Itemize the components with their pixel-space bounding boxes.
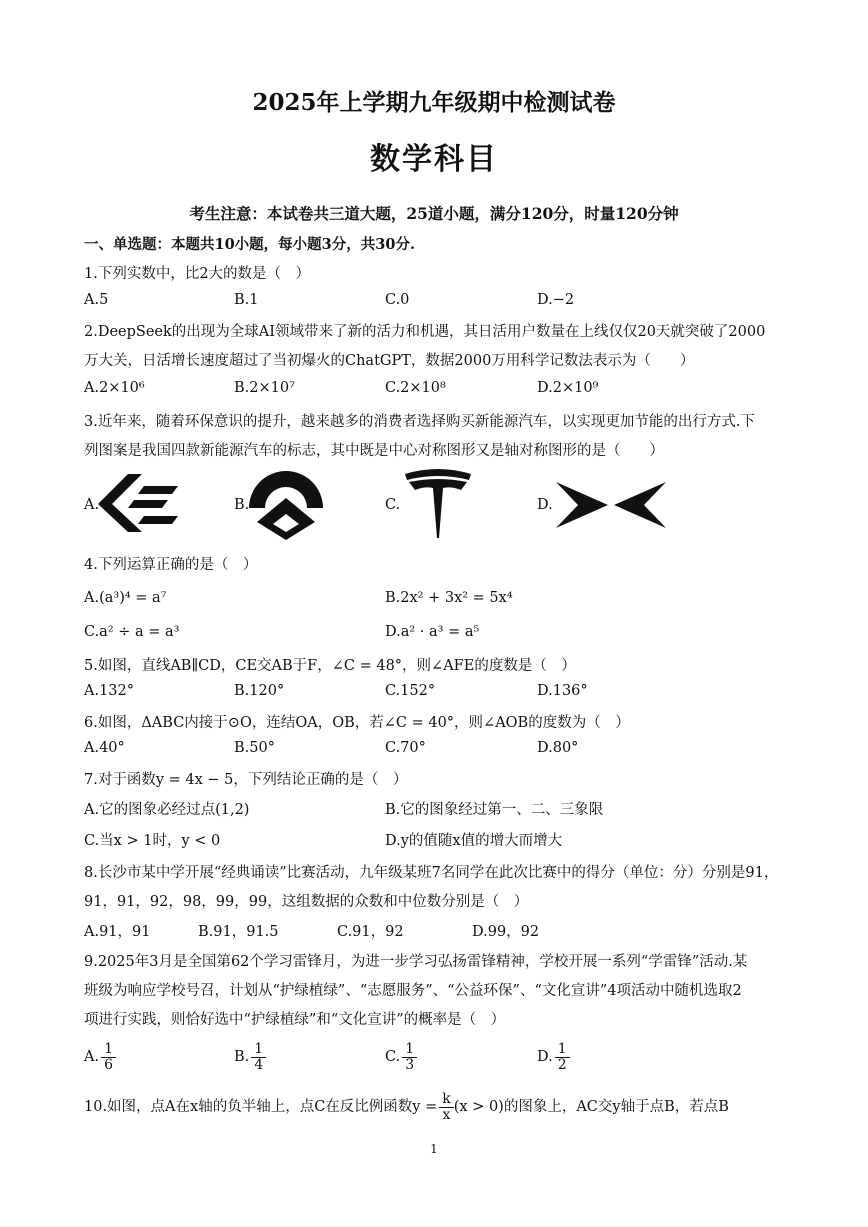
- question-3-stem-line2: 列图案是我国四款新能源汽车的标志，其中既是中心对称图形又是轴对称图形的是（ ）: [84, 443, 664, 459]
- question-6-stem: 6.如图，ΔABC内接于⊙O，连结OA，OB，若∠C = 40°，则∠AOB的度数为（ ）: [84, 715, 630, 731]
- q1-option-c: C.0: [385, 292, 410, 308]
- q2-option-d: D.2×10⁹: [537, 380, 599, 396]
- q4-option-b: B.2x² + 3x² = 5x⁴: [385, 590, 513, 606]
- q9-option-d-label: D.: [537, 1049, 553, 1066]
- q4-option-d: D.a² · a³ = a⁵: [385, 624, 480, 640]
- q1-option-d: D.−2: [537, 292, 575, 308]
- q7-option-b: B.它的图象经过第一、二、三象限: [385, 802, 604, 818]
- q5-option-a: A.132°: [84, 683, 135, 699]
- question-9-stem-line3: 项进行实践，则恰好选中“护绿植绿”和“文化宣讲”的概率是（ ）: [84, 1012, 506, 1028]
- question-9-stem-line1: 9.2025年3月是全国第62个学习雷锋月，为进一步学习弘扬雷锋精神，学校开展一系列“学雷锋”活动.某: [84, 954, 748, 970]
- car-logo-c-icon: [403, 466, 473, 540]
- q6-option-c: C.70°: [385, 740, 426, 756]
- exam-notice: 考生注意：本试卷共三道大题，25道小题，满分120分，时量120分钟: [189, 204, 679, 223]
- q3-option-b: B.: [234, 497, 250, 513]
- q10-fraction: $\frac{k}{x}$: [439, 1092, 453, 1122]
- q9-option-b: [234, 1042, 266, 1072]
- q6-option-b: B.50°: [234, 740, 275, 756]
- q10-stem-post: (x > 0)的图象上，AC交y轴于点B，若点B: [453, 1099, 729, 1116]
- q5-option-c: C.152°: [385, 683, 436, 699]
- question-8-stem-line2: 91，91，92，98，99，99，这组数据的众数和中位数分别是（ ）: [84, 894, 529, 910]
- q9-option-c-label: C.: [385, 1049, 401, 1066]
- question-4-stem: 4.下列运算正确的是（ ）: [84, 557, 258, 573]
- q6-option-a: A.40°: [84, 740, 125, 756]
- q9-option-c: [385, 1042, 417, 1072]
- car-logo-d-icon: [556, 480, 666, 530]
- q9-option-b-label: B.: [234, 1049, 250, 1066]
- q5-option-d: D.136°: [537, 683, 588, 699]
- q2-option-b: B.2×10⁷: [234, 380, 295, 396]
- q8-option-b: B.91，91.5: [198, 924, 279, 940]
- car-logo-b-icon: [245, 468, 327, 542]
- q9-option-d: [537, 1042, 570, 1072]
- question-2-stem-line2: 万大关，日活增长速度超过了当初爆火的ChatGPT，数据2000万用科学记数法表示为（ ）: [84, 353, 695, 369]
- q3-option-c: C.: [385, 497, 401, 513]
- q1-option-a: A.5: [84, 292, 109, 308]
- q3-option-a: A.: [84, 497, 100, 513]
- q2-option-c: C.2×10⁸: [385, 380, 446, 396]
- question-3-stem-line1: 3.近年来，随着环保意识的提升，越来越多的消费者选择购买新能源汽车，以实现更加节能的出行方式.下: [84, 414, 755, 430]
- q10-stem-pre: 10.如图，点A在x轴的负半轴上，点C在反比例函数y =: [84, 1099, 438, 1116]
- q8-option-a: A.91，91: [84, 924, 151, 940]
- section-heading: 一、单选题：本题共10小题，每小题3分，共30分.: [84, 236, 415, 253]
- q4-option-c: C.a² ÷ a = a³: [84, 624, 180, 640]
- q9-option-a-fraction: $\frac{1}{6}$: [101, 1042, 116, 1072]
- q1-option-b: B.1: [234, 292, 259, 308]
- q5-option-b: B.120°: [234, 683, 285, 699]
- q4-option-a: A.(a³)⁴ = a⁷: [84, 590, 167, 606]
- question-8-stem-line1: 8.长沙市某中学开展“经典诵读”比赛活动，九年级某班7名同学在此次比赛中的得分（单位：分）分别是91，: [84, 865, 779, 881]
- q9-option-d-fraction: $\frac{1}{2}$: [555, 1042, 570, 1072]
- exam-title: 2025年上学期九年级期中检测试卷: [252, 89, 616, 116]
- car-logo-a-icon: [98, 470, 182, 536]
- question-10-stem: [84, 1092, 729, 1122]
- q9-option-c-fraction: $\frac{1}{3}$: [402, 1042, 417, 1072]
- q6-option-d: D.80°: [537, 740, 579, 756]
- question-1-stem: 1.下列实数中，比2大的数是（ ）: [84, 266, 311, 282]
- question-2-stem-line1: 2.DeepSeek的出现为全球AI领域带来了新的活力和机遇，其日活用户数量在上线仅仅20天就突破了2000: [84, 324, 766, 340]
- question-7-stem: 7.对于函数y = 4x − 5，下列结论正确的是（ ）: [84, 772, 408, 788]
- q3-option-d: D.: [537, 497, 553, 513]
- question-5-stem: 5.如图，直线AB∥CD，CE交AB于F，∠C = 48°，则∠AFE的度数是（ ）: [84, 658, 576, 674]
- exam-subtitle: 数学科目: [370, 142, 498, 177]
- page-number: 1: [430, 1142, 438, 1156]
- q8-option-d: D.99，92: [472, 924, 540, 940]
- q7-option-a: A.它的图象必经过点(1,2): [84, 802, 250, 818]
- q9-option-a-label: A.: [84, 1049, 100, 1066]
- q9-option-b-fraction: $\frac{1}{4}$: [251, 1042, 266, 1072]
- q8-option-c: C.91，92: [337, 924, 404, 940]
- q7-option-c: C.当x > 1时，y < 0: [84, 833, 221, 849]
- q7-option-d: D.y的值随x值的增大而增大: [385, 833, 563, 849]
- q9-option-a: [84, 1042, 116, 1072]
- question-9-stem-line2: 班级为响应学校号召，计划从“护绿植绿”、“志愿服务”、“公益环保”、“文化宣讲”4项活动中随机选取2: [84, 983, 742, 999]
- q2-option-a: A.2×10⁶: [84, 380, 145, 396]
